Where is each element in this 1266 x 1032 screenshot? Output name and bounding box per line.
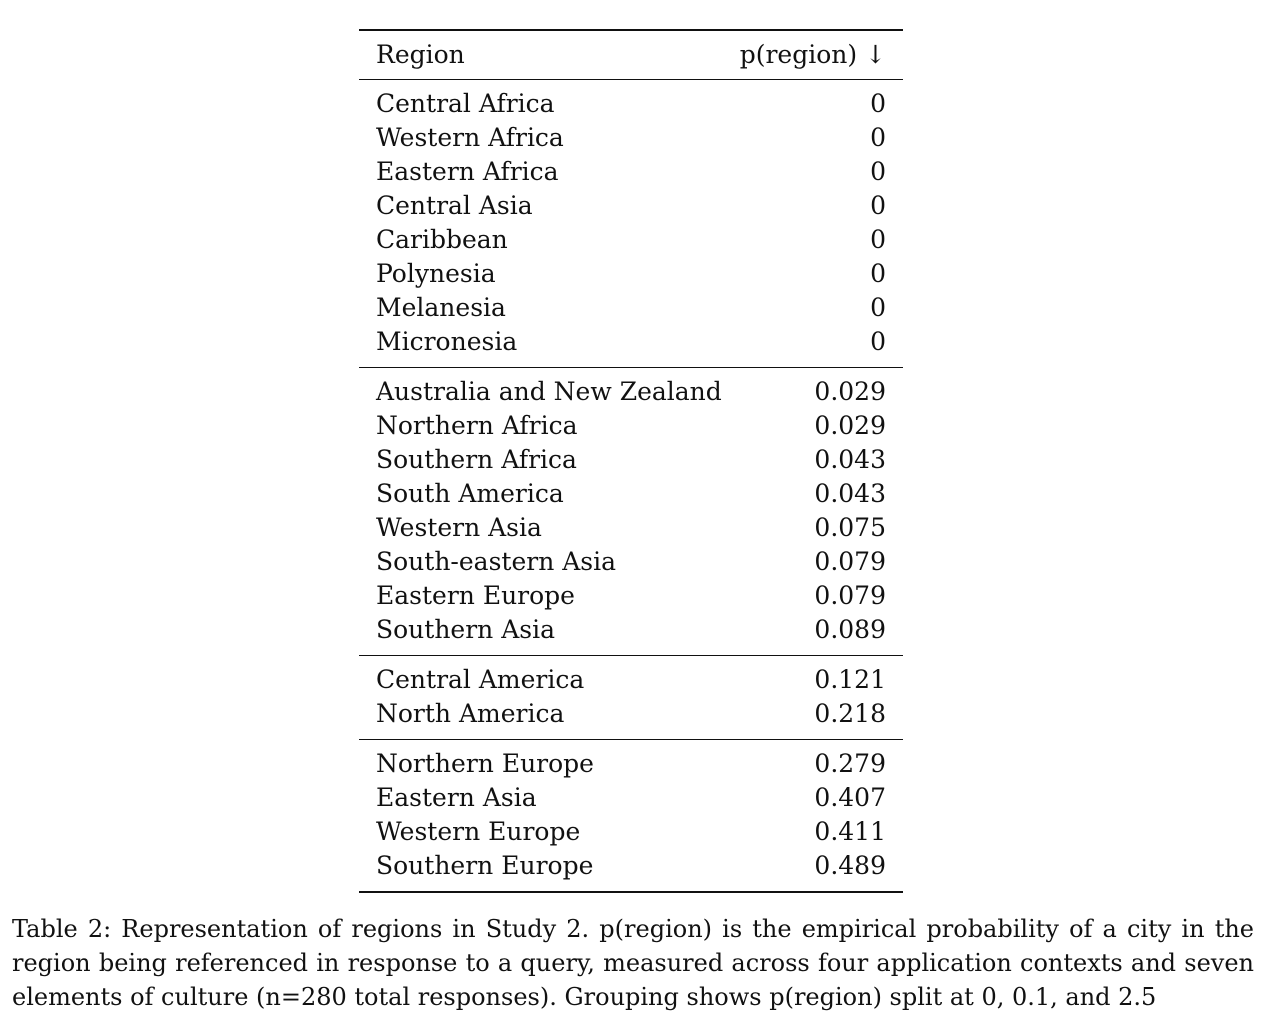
region-table	[359, 29, 903, 893]
table-row	[359, 781, 903, 815]
region-cell: Australia and New Zealand	[376, 377, 722, 406]
p-region-cell: 0.029	[814, 377, 886, 406]
p-region-cell: 0.043	[814, 479, 886, 508]
table-row	[359, 697, 903, 731]
table-row	[359, 849, 903, 883]
region-cell: South America	[376, 479, 564, 508]
p-region-cell: 0	[870, 327, 886, 356]
p-region-cell: 0.411	[814, 817, 886, 846]
region-cell: Western Africa	[376, 123, 564, 152]
p-region-cell: 0	[870, 157, 886, 186]
table-row	[359, 325, 903, 359]
table-row	[359, 155, 903, 189]
region-cell: Central Asia	[376, 191, 533, 220]
p-region-cell: 0	[870, 191, 886, 220]
p-region-cell: 0.079	[814, 547, 886, 576]
region-cell: Central Africa	[376, 89, 555, 118]
table-row	[359, 443, 903, 477]
table-bottom-rule	[359, 891, 903, 893]
region-cell: Micronesia	[376, 327, 518, 356]
p-region-cell: 0.218	[814, 699, 886, 728]
p-region-cell: 0	[870, 225, 886, 254]
table-row	[359, 747, 903, 781]
header-region: Region	[376, 40, 465, 69]
p-region-cell: 0	[870, 293, 886, 322]
p-region-cell: 0	[870, 89, 886, 118]
p-region-cell: 0.075	[814, 513, 886, 542]
table-group	[359, 656, 903, 739]
p-region-cell: 0.089	[814, 615, 886, 644]
region-cell: Southern Asia	[376, 615, 556, 644]
p-region-cell: 0.043	[814, 445, 886, 474]
table-group	[359, 368, 903, 655]
table-row	[359, 121, 903, 155]
region-cell: Melanesia	[376, 293, 506, 322]
region-cell: Southern Africa	[376, 445, 577, 474]
p-region-cell: 0.029	[814, 411, 886, 440]
region-cell: Eastern Europe	[376, 581, 575, 610]
table-row	[359, 511, 903, 545]
region-cell: Western Asia	[376, 513, 542, 542]
table-body	[359, 80, 903, 891]
region-cell: Western Europe	[376, 817, 581, 846]
table-row	[359, 375, 903, 409]
table-row	[359, 87, 903, 121]
p-region-cell: 0.121	[814, 665, 886, 694]
table-row	[359, 613, 903, 647]
p-region-cell: 0.407	[814, 783, 886, 812]
table-row	[359, 815, 903, 849]
table-group	[359, 80, 903, 367]
region-cell: Caribbean	[376, 225, 508, 254]
table-row	[359, 579, 903, 613]
table-row	[359, 409, 903, 443]
table-row	[359, 477, 903, 511]
region-cell: Central America	[376, 665, 585, 694]
table-header-row	[359, 31, 903, 79]
header-p-region: p(region) ↓	[739, 40, 886, 69]
table-row	[359, 257, 903, 291]
table-group	[359, 740, 903, 891]
table-caption: Table 2: Representation of regions in Study 2. p(region) is the empirical probability of a city in the region being referenced in response to a query, measured across four application contexts and seven elements of culture (n=280 total responses). Grouping shows p(region) split at 0, 0.1, and 2.5	[12, 915, 1254, 1011]
table-row	[359, 189, 903, 223]
p-region-cell: 0	[870, 123, 886, 152]
region-cell: North America	[376, 699, 565, 728]
table-row	[359, 545, 903, 579]
region-cell: South-eastern Asia	[376, 547, 617, 576]
region-cell: Northern Africa	[376, 411, 578, 440]
region-cell: Eastern Asia	[376, 783, 537, 812]
p-region-cell: 0	[870, 259, 886, 288]
region-cell: Northern Europe	[376, 749, 594, 778]
table-row	[359, 663, 903, 697]
region-cell: Eastern Africa	[376, 157, 559, 186]
table-row	[359, 291, 903, 325]
p-region-cell: 0.489	[814, 851, 886, 880]
p-region-cell: 0.079	[814, 581, 886, 610]
region-cell: Southern Europe	[376, 851, 594, 880]
p-region-cell: 0.279	[814, 749, 886, 778]
region-cell: Polynesia	[376, 259, 496, 288]
table-row	[359, 223, 903, 257]
